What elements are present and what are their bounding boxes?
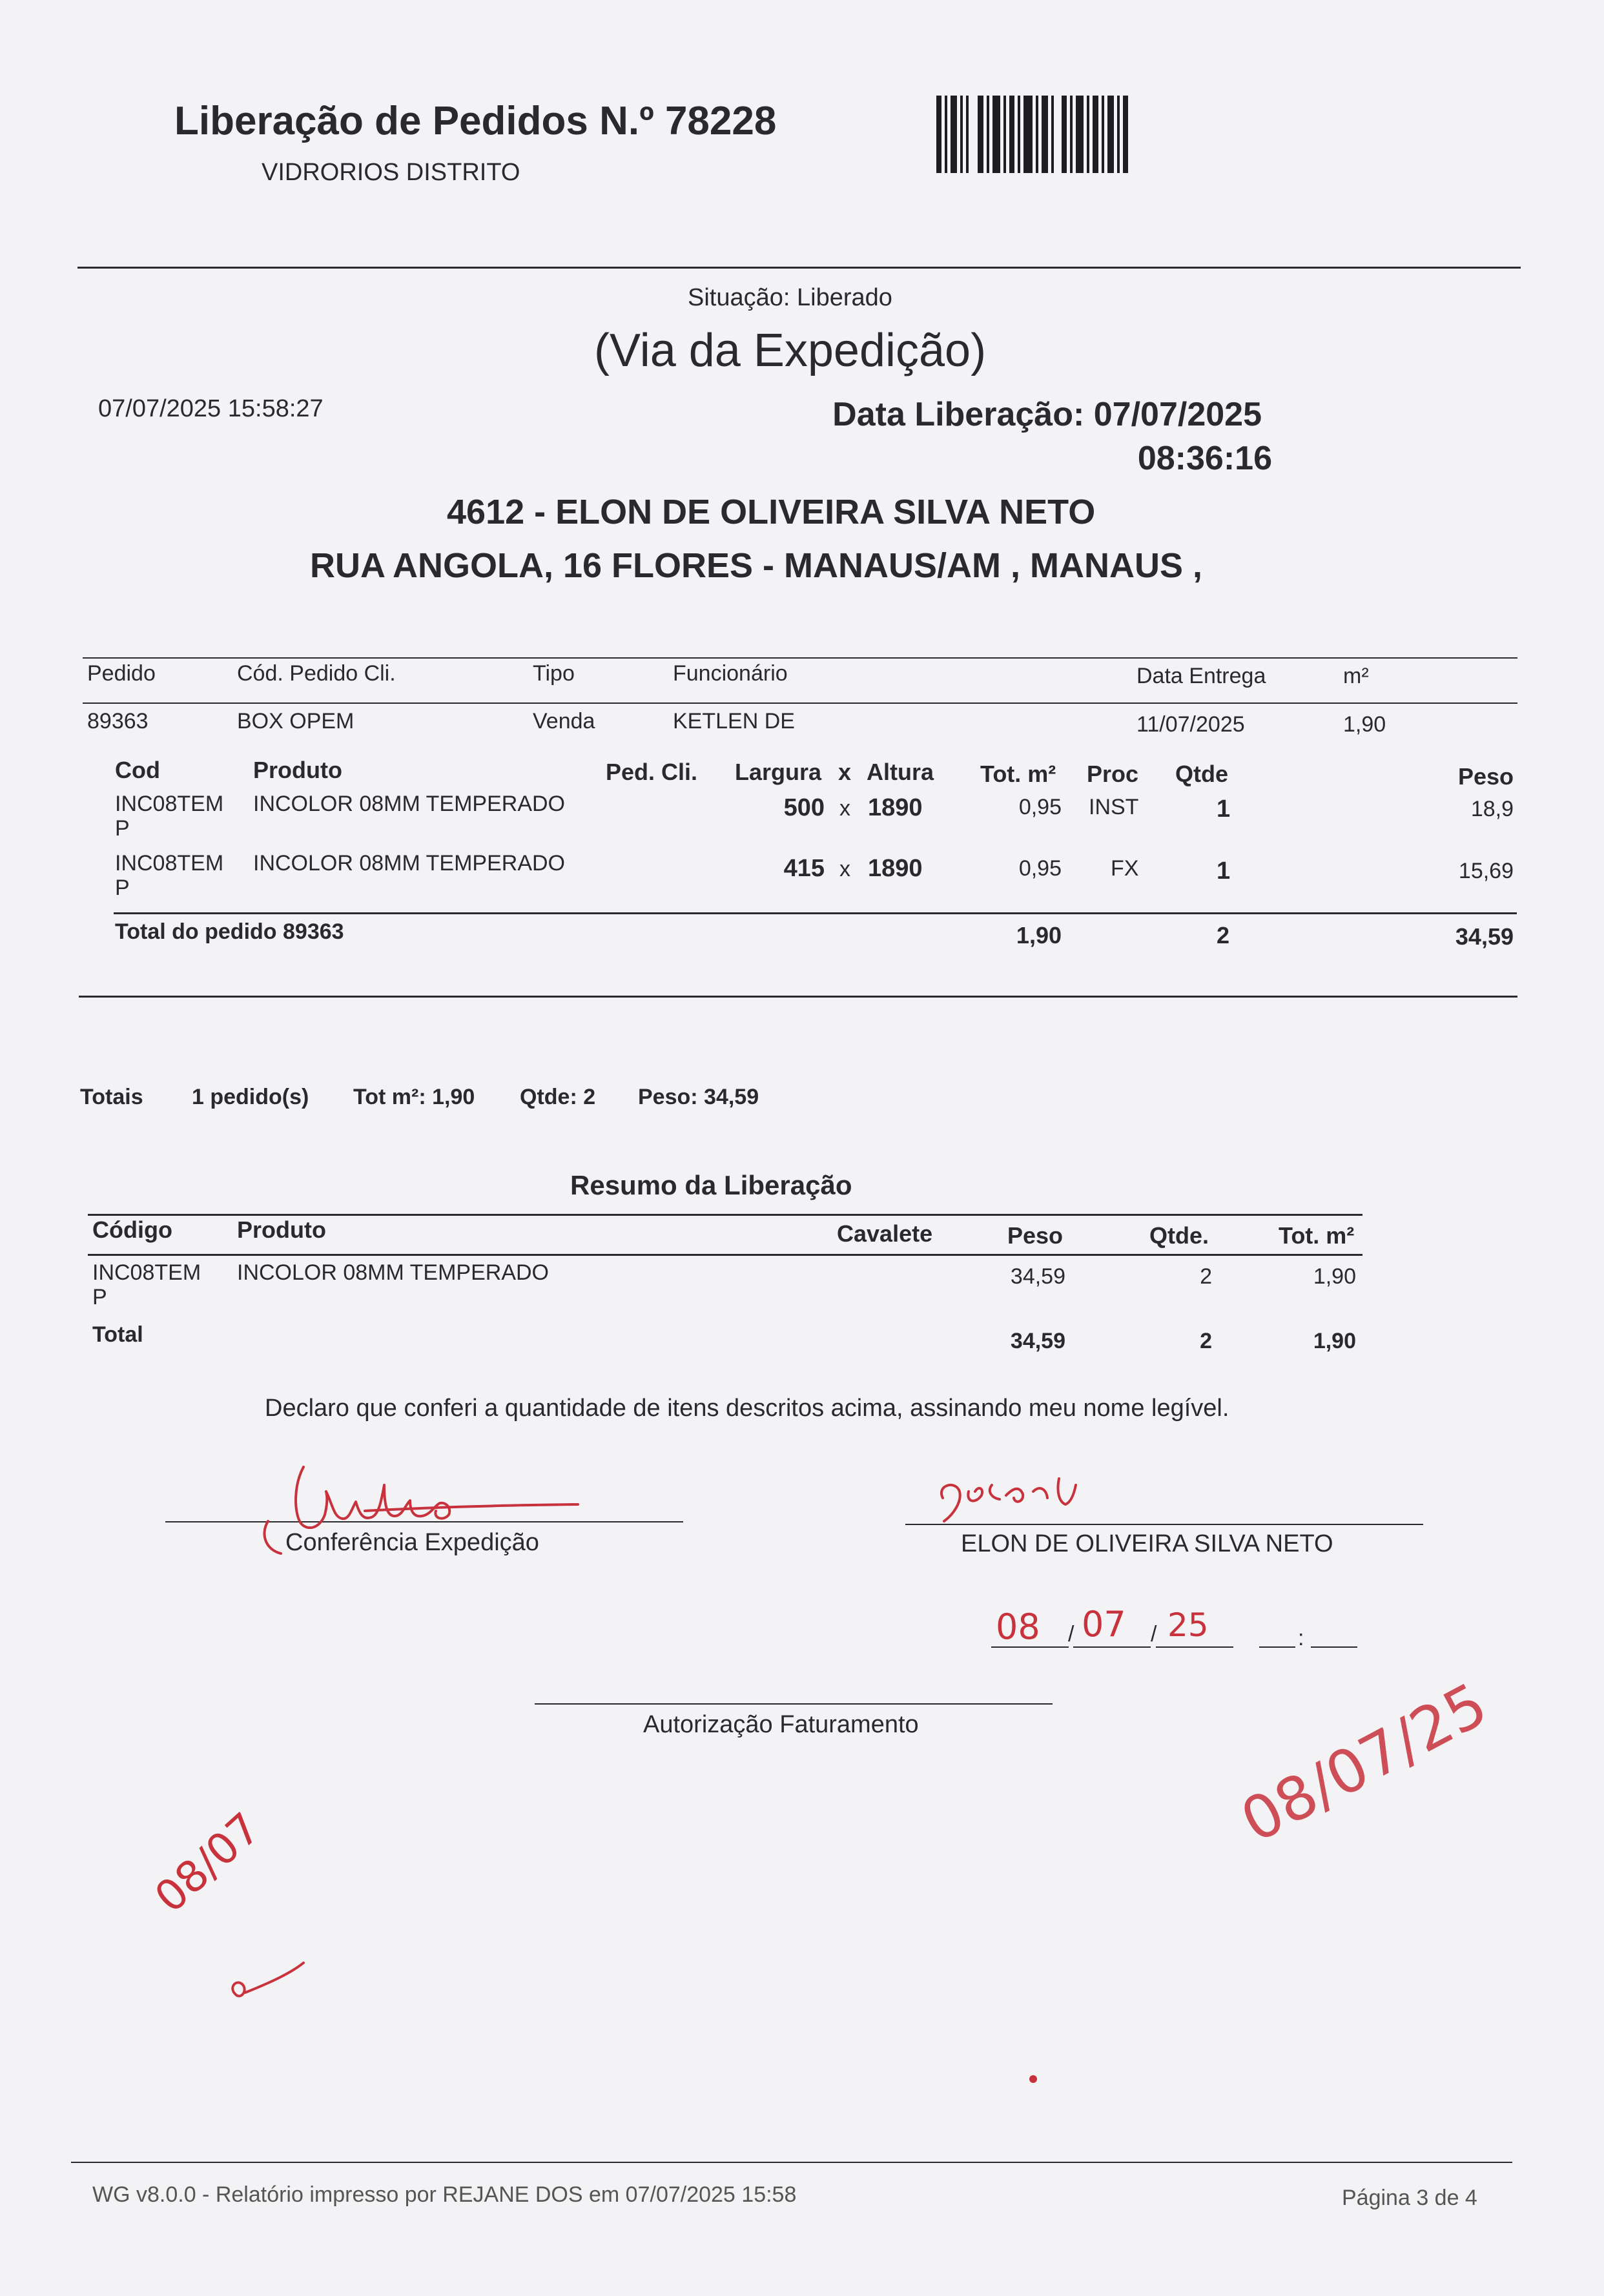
footer-rule (71, 2162, 1512, 2163)
item-2-tot-m2: 0,95 (1018, 856, 1062, 881)
order-pedido: 89363 (87, 709, 149, 733)
print-datetime: 07/07/2025 15:58:27 (98, 395, 324, 422)
item-1-cod-suffix: P (115, 816, 130, 841)
date-year-blank (1156, 1646, 1233, 1648)
item-2-peso: 15,69 (1458, 859, 1514, 883)
resumo-total-qtde: 2 (1200, 1329, 1212, 1353)
items-altura-header: Altura (867, 759, 934, 785)
client-signature-line (905, 1524, 1423, 1525)
totais-peso: Peso: 34,59 (638, 1085, 759, 1109)
items-produto-header: Produto (253, 757, 342, 783)
item-1-x: x (839, 796, 850, 821)
col-tipo-header: Tipo (533, 661, 575, 686)
company-name: VIDRORIOS DISTRITO (262, 159, 520, 186)
resumo-tot-m2-header: Tot. m² (1279, 1222, 1355, 1249)
items-qtde-header: Qtde (1175, 761, 1229, 787)
resumo-row-codigo: INC08TEM (92, 1260, 201, 1285)
item-2-altura: 1890 (868, 855, 923, 882)
item-2-produto: INCOLOR 08MM TEMPERADO (253, 851, 566, 876)
resumo-produto-header: Produto (237, 1216, 326, 1243)
item-2-proc: FX (1111, 856, 1139, 881)
col-funcionario-header: Funcionário (673, 661, 788, 686)
item-1-altura: 1890 (868, 794, 923, 821)
totais-label: Totais (80, 1085, 143, 1109)
via-label: (Via da Expedição) (594, 325, 987, 376)
col-cod-pedido-cli-header: Cód. Pedido Cli. (237, 661, 396, 686)
handwritten-note-left: 08/07 (145, 1803, 270, 1923)
item-2-qtde: 1 (1217, 857, 1231, 885)
autorizacao-signature-line (535, 1703, 1053, 1705)
order-funcionario: KETLEN DE (673, 709, 795, 733)
date-month-handwritten: 07 (1082, 1604, 1126, 1645)
items-total-qtde: 2 (1217, 922, 1230, 948)
item-2-cod: INC08TEM (115, 851, 224, 876)
resumo-codigo-header: Código (92, 1216, 172, 1243)
order-table-header-rule (83, 702, 1517, 704)
conferencia-label: Conferência Expedição (285, 1529, 539, 1556)
time-hour-blank (1259, 1646, 1295, 1648)
resumo-peso-header: Peso (1007, 1222, 1064, 1249)
barcode (936, 96, 1188, 173)
items-proc-header: Proc (1087, 761, 1139, 787)
header-divider (77, 267, 1521, 269)
items-tot-m2-header: Tot. m² (980, 761, 1056, 787)
report-title: Liberação de Pedidos N.º 78228 (174, 99, 777, 143)
client-signature-name: ELON DE OLIVEIRA SILVA NETO (961, 1530, 1333, 1557)
item-2-x: x (839, 857, 850, 881)
resumo-total-label: Total (92, 1322, 143, 1347)
order-tipo: Venda (533, 709, 595, 733)
resumo-header-rule (88, 1254, 1362, 1256)
items-total-rule (114, 912, 1517, 914)
client-signature (930, 1466, 1098, 1524)
item-1-proc: INST (1089, 795, 1139, 819)
resumo-row-codigo-suffix: P (92, 1285, 107, 1309)
items-peso-header: Peso (1457, 763, 1514, 790)
col-m2-header: m² (1343, 664, 1369, 688)
items-cod-header: Cod (115, 757, 160, 783)
order-cod-pedido-cli: BOX OPEM (237, 709, 355, 733)
resumo-row-produto: INCOLOR 08MM TEMPERADO (237, 1260, 550, 1285)
conferencia-signature (255, 1459, 591, 1563)
item-1-tot-m2: 0,95 (1018, 795, 1062, 819)
items-total-peso: 34,59 (1455, 923, 1514, 950)
item-1-peso: 18,9 (1470, 797, 1514, 821)
resumo-top-rule (88, 1214, 1362, 1216)
resumo-row-peso: 34,59 (1010, 1264, 1065, 1289)
date-day-handwritten: 08 (996, 1606, 1040, 1647)
item-1-largura: 500 (783, 794, 825, 821)
date-slash-1: / (1068, 1622, 1074, 1646)
order-table-top-rule (83, 657, 1517, 659)
item-2-cod-suffix: P (115, 876, 130, 900)
col-pedido-header: Pedido (87, 661, 156, 686)
declaration-text: Declaro que conferi a quantidade de itens descritos acima, assinando meu nome legível. (265, 1395, 1229, 1422)
client-name: 4612 - ELON DE OLIVEIRA SILVA NETO (447, 493, 1096, 531)
totais-tot-m2: Tot m²: 1,90 (353, 1085, 475, 1109)
item-2-largura: 415 (783, 855, 825, 882)
date-month-blank (1073, 1646, 1151, 1648)
footer-page-number: Página 3 de 4 (1342, 2186, 1477, 2210)
col-data-entrega-header: Data Entrega (1136, 664, 1266, 688)
handwritten-note-right: 08/07/25 (1230, 1670, 1499, 1856)
time-separator: : (1298, 1626, 1304, 1650)
data-liberacao: Data Liberação: 07/07/2025 (832, 396, 1262, 433)
items-largura-header: Largura (735, 759, 822, 785)
client-address: RUA ANGOLA, 16 FLORES - MANAUS/AM , MANAUS , (310, 546, 1203, 585)
resumo-row-tot-m2: 1,90 (1313, 1264, 1356, 1289)
items-total-tot-m2: 1,90 (1016, 922, 1062, 948)
totais-qtde: Qtde: 2 (520, 1085, 596, 1109)
data-liberacao-time: 08:36:16 (1137, 440, 1272, 477)
ink-dot (1028, 2074, 1038, 2084)
order-m2: 1,90 (1343, 712, 1386, 737)
resumo-total-peso: 34,59 (1010, 1329, 1065, 1353)
resumo-cavalete-header: Cavalete (837, 1220, 933, 1247)
resumo-title: Resumo da Liberação (570, 1170, 852, 1200)
footer-printed-by: WG v8.0.0 - Relatório impresso por REJANE DOS em 07/07/2025 15:58 (92, 2182, 797, 2207)
resumo-total-tot-m2: 1,90 (1313, 1329, 1356, 1353)
order-data-entrega: 11/07/2025 (1136, 712, 1245, 737)
check-mark (226, 1956, 316, 2008)
date-slash-2: / (1151, 1622, 1157, 1646)
item-1-qtde: 1 (1217, 795, 1231, 823)
order-section-bottom-rule (79, 996, 1517, 998)
totais-pedidos: 1 pedido(s) (192, 1085, 309, 1109)
date-year-handwritten: 25 (1167, 1606, 1209, 1644)
autorizacao-label: Autorização Faturamento (643, 1711, 919, 1738)
item-1-produto: INCOLOR 08MM TEMPERADO (253, 792, 566, 816)
items-total-label: Total do pedido 89363 (115, 919, 344, 944)
time-minute-blank (1311, 1646, 1357, 1648)
resumo-row-qtde: 2 (1200, 1264, 1212, 1289)
situacao: Situação: Liberado (688, 284, 892, 311)
item-1-cod: INC08TEM (115, 792, 224, 816)
items-x-header: x (838, 759, 852, 785)
items-ped-cli-header: Ped. Cli. (606, 759, 698, 785)
resumo-qtde-header: Qtde. (1149, 1222, 1209, 1249)
